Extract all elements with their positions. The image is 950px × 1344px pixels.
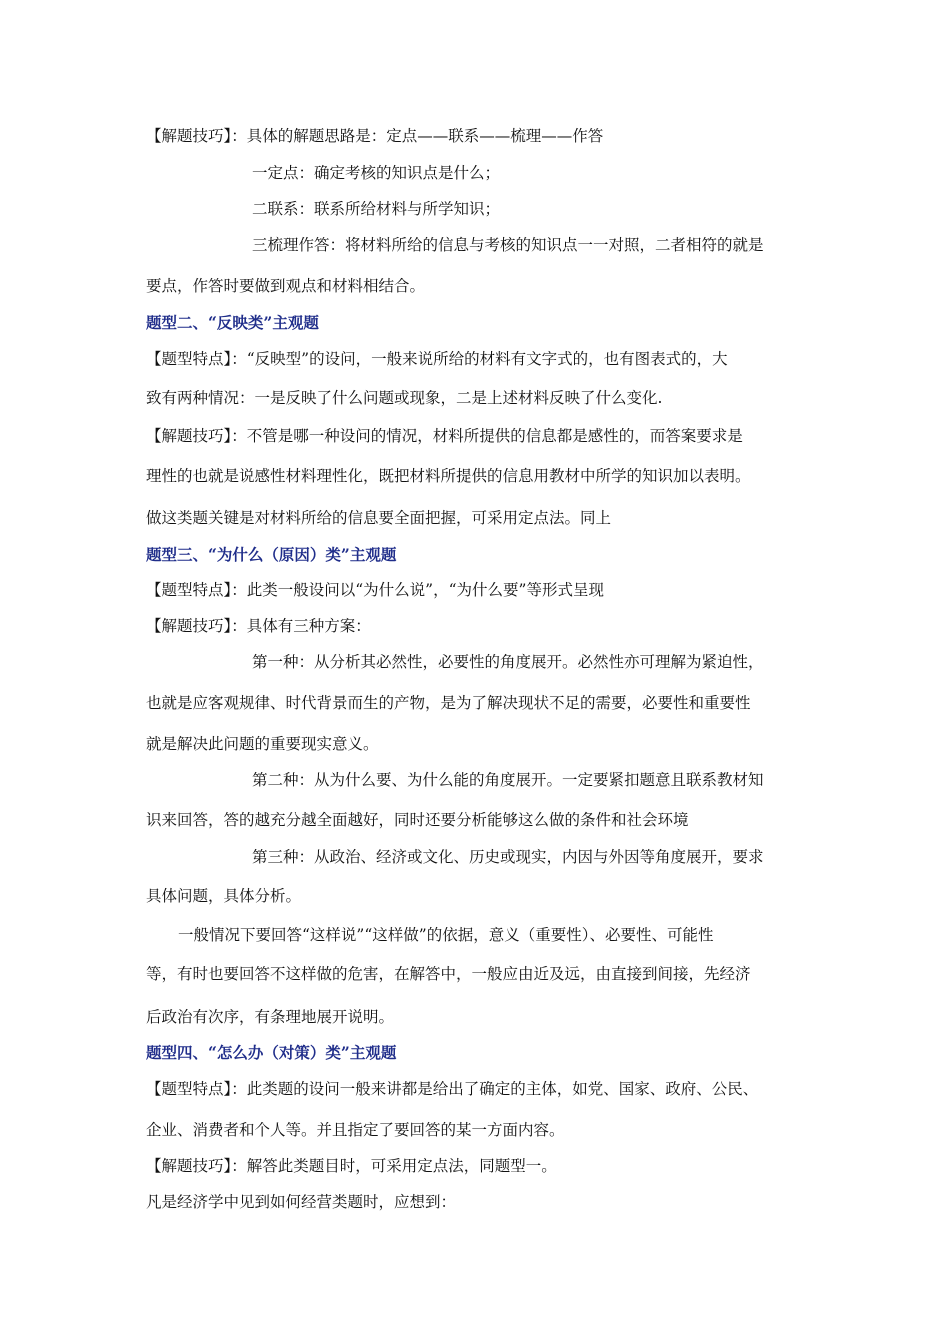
section-heading: 题型四、“怎么办（对策）类”主观题	[146, 1043, 397, 1062]
paragraph-line: 第一种：从分析其必然性，必要性的角度展开。必然性亦可理解为紧迫性，	[252, 653, 764, 671]
paragraph-line: 后政治有次序，有条理地展开说明。	[146, 1008, 395, 1026]
paragraph-line: 二联系：联系所给材料与所学知识；	[252, 200, 501, 218]
paragraph-line: 就是解决此问题的重要现实意义。	[146, 735, 379, 753]
paragraph-line: 第三种：从政治、经济或文化、历史或现实，内因与外因等角度展开，要求	[252, 848, 764, 866]
paragraph-line: 第二种：从为什么要、为什么能的角度展开。一定要紧扣题意且联系教材知	[252, 771, 764, 789]
paragraph-line: 理性的也就是说感性材料理性化，既把材料所提供的信息用教材中所学的知识加以表明。	[146, 467, 751, 485]
paragraph-line: 【解题技巧】：不管是哪一种设问的情况，材料所提供的信息都是感性的，而答案要求是	[146, 427, 743, 445]
paragraph-line: 【解题技巧】：解答此类题目时，可采用定点法，同题型一。	[146, 1157, 557, 1175]
paragraph-line: 凡是经济学中见到如何经营类题时，应想到：	[146, 1193, 457, 1211]
paragraph-line: 识来回答，答的越充分越全面越好，同时还要分析能够这么做的条件和社会环境	[146, 811, 689, 829]
paragraph-line: 也就是应客观规律、时代背景而生的产物，是为了解决现状不足的需要，必要性和重要性	[146, 694, 751, 712]
paragraph-line: 【题型特点】：“反映型”的设问，一般来说所给的材料有文字式的，也有图表式的，大	[146, 350, 728, 368]
section-heading: 题型三、“为什么（原因）类”主观题	[146, 545, 397, 564]
paragraph-line: 具体问题，具体分析。	[146, 887, 302, 905]
paragraph-line: 致有两种情况：一是反映了什么问题或现象，二是上述材料反映了什么变化.	[146, 389, 663, 407]
paragraph-line: 要点，作答时要做到观点和材料相结合。	[146, 277, 426, 295]
paragraph-line: 一定点：确定考核的知识点是什么；	[252, 164, 501, 182]
paragraph-line: 【题型特点】：此类一般设问以“为什么说”，“为什么要”等形式呈现	[146, 581, 604, 599]
paragraph-line: 一般情况下要回答“这样说”“这样做”的依据，意义（重要性）、必要性、可能性	[178, 926, 714, 944]
section-heading: 题型二、“反映类”主观题	[146, 313, 319, 332]
paragraph-line: 企业、消费者和个人等。并且指定了要回答的某一方面内容。	[146, 1121, 565, 1139]
paragraph-line: 【解题技巧】：具体有三种方案：	[146, 617, 371, 635]
paragraph-line: 做这类题关键是对材料所给的信息要全面把握，可采用定点法。同上	[146, 509, 612, 527]
paragraph-line: 【题型特点】：此类题的设问一般来讲都是给出了确定的主体，如党、国家、政府、公民、	[146, 1080, 759, 1098]
paragraph-line: 等，有时也要回答不这样做的危害，在解答中，一般应由近及远，由直接到间接，先经济	[146, 965, 751, 983]
paragraph-line: 【解题技巧】：具体的解题思路是：定点——联系——梳理——作答	[146, 127, 604, 145]
paragraph-line: 三梳理作答：将材料所给的信息与考核的知识点一一对照，二者相符的就是	[252, 236, 764, 254]
